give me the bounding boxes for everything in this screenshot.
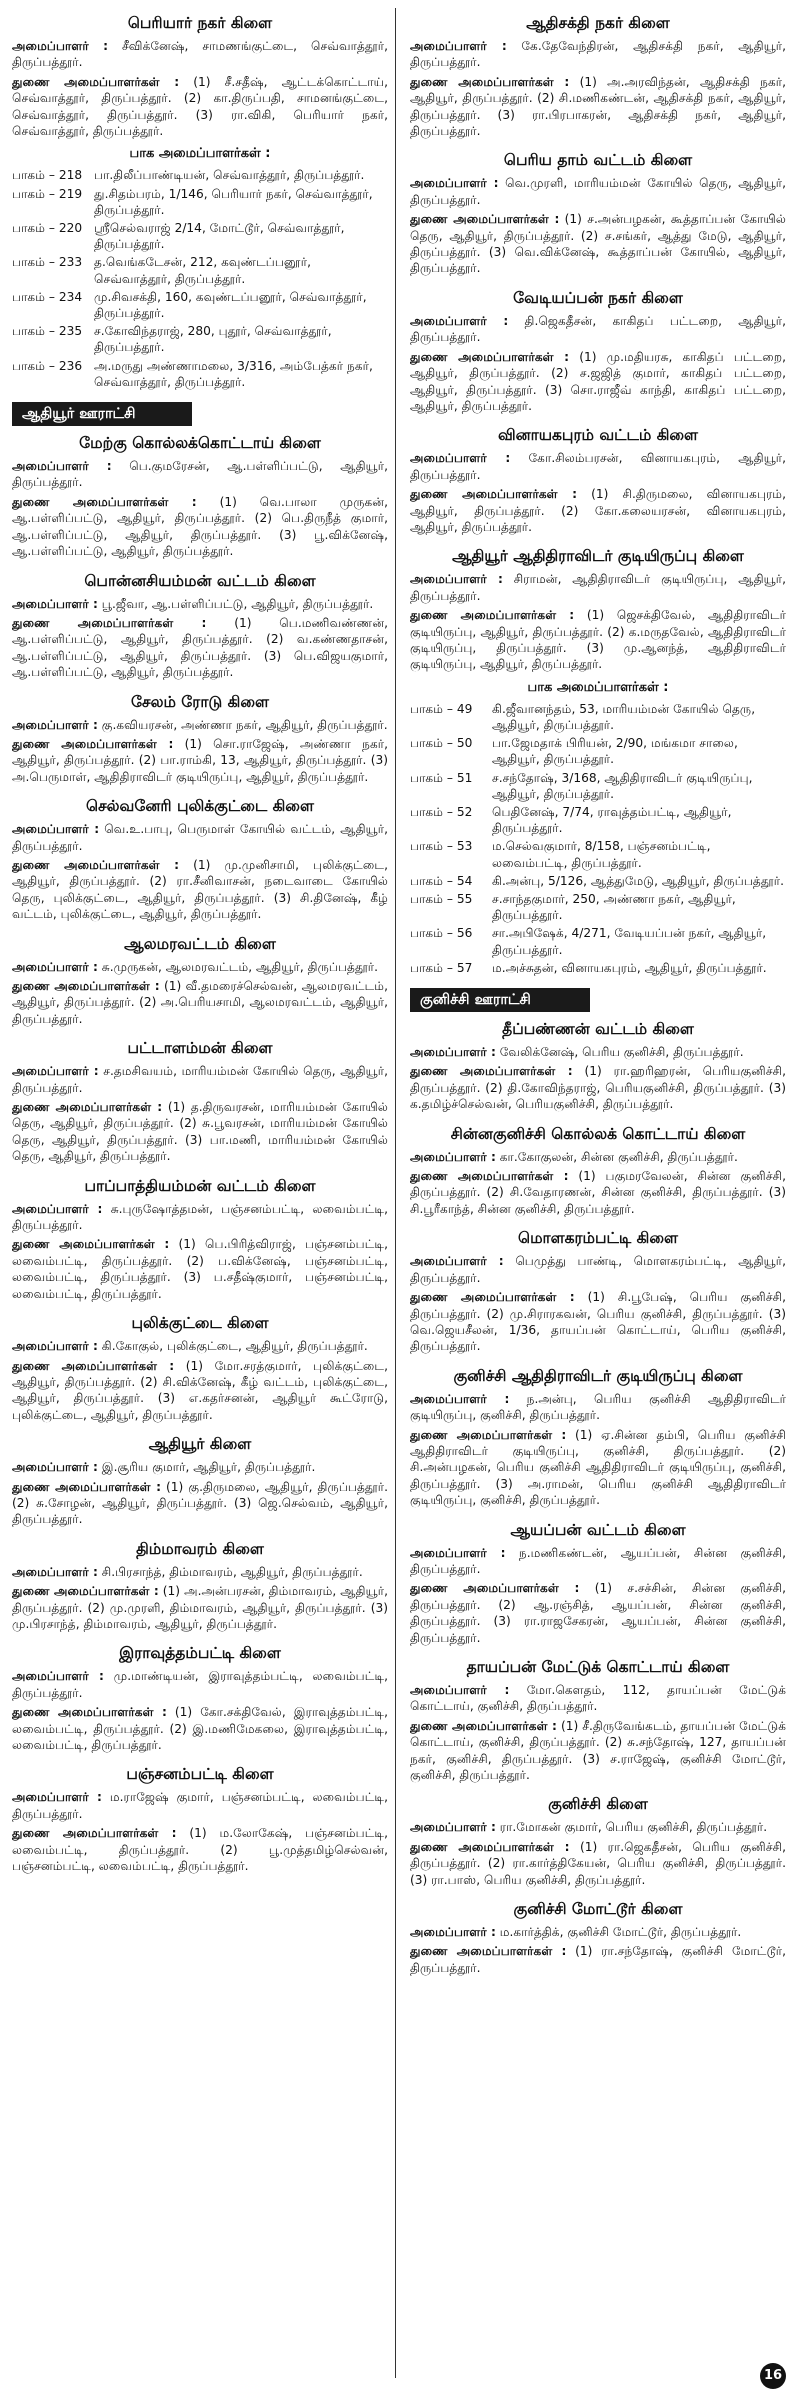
deputies-label: துணை அமைப்பாளர்கள் : — [410, 1290, 575, 1305]
part-number — [410, 925, 492, 957]
branch-section — [12, 1540, 388, 1633]
secretary-entry — [12, 596, 388, 612]
deputies-text: (1) ரா.சந்தோஷ், குனிச்சி மோட்டூர், திருப்பத்தூர். — [410, 1944, 786, 1975]
secretary-text: கோ.சிலம்பரசன், வினாயகபுரம், ஆதியூர், திருப்பத்தூர். — [410, 451, 786, 482]
secretary-entry — [410, 1682, 786, 1715]
secretary-text: பெமுத்து பாண்டி, மொளகரம்பட்டி, ஆதியூர், திருப்பத்தூர். — [410, 1254, 786, 1285]
part-prefix: பாகம் – — [410, 839, 454, 854]
branch-title: புலிக்குட்டை கிளை — [131, 1314, 269, 1333]
branch-section — [12, 693, 388, 786]
deputies-entry — [12, 494, 388, 560]
branch-section — [410, 1658, 786, 1783]
secretary-label: அமைப்பாளர் : — [12, 1460, 98, 1475]
part-number — [410, 770, 492, 802]
deputies-text: (1) பகுமரவேலன், சின்ன குனிச்சி, திருப்பத்தூர். (2) சி.வேதாரணன், சின்ன குனிச்சி, திருப்பத்தூர். (3) சி.பூரீகாந்த், சின்ன குனிச்சி, திருப்பத்தூர். — [410, 1169, 786, 1216]
branch-section — [410, 1900, 786, 1976]
deputies-entry — [12, 1704, 388, 1753]
part-secretaries-heading: பாக அமைப்பாளர்கள் : — [527, 679, 669, 695]
part-row — [410, 735, 786, 767]
branch-title: பாப்பாத்தியம்மன் வட்டம் கிளை — [84, 1176, 316, 1195]
branch-title: பொன்னசியம்மன் வட்டம் கிளை — [84, 571, 316, 590]
secretary-label: அமைப்பாளர் : — [12, 1564, 98, 1579]
deputies-label: துணை அமைப்பாளர்கள் : — [410, 1581, 580, 1596]
deputies-label: துணை அமைப்பாளர்கள் : — [410, 1944, 567, 1959]
part-text: ஸ்ரீசெல்வராஜ் 2/14, மோட்டூர், செவ்வாத்தூர், திருப்பத்தூர். — [94, 221, 345, 252]
secretary-label: அமைப்பாளர் : — [410, 1254, 504, 1269]
secretary-text: சீவிக்னேஷ், சாமணங்குட்டை, செவ்வாத்தூர், திருப்பத்தூர். — [12, 39, 388, 70]
part-prefix: பாகம் – — [410, 770, 454, 785]
part-prefix: பாகம் – — [12, 186, 56, 201]
part-number-value: 52 — [456, 805, 473, 819]
deputies-label: துணை அமைப்பாளர்கள் : — [12, 1358, 175, 1373]
branch-title: குனிச்சி மோட்டூர் கிளை — [513, 1900, 683, 1919]
secretary-text: பெ.குமரேசன், ஆ.பள்ளிப்பட்டு, ஆதியூர், திருப்பத்தூர். — [12, 459, 388, 490]
part-text: பெதினேஷ், 7/74, ராவுத்தம்பட்டி, ஆதியூர், திருப்பத்தூர். — [492, 805, 732, 836]
part-text: ச.சந்தோஷ், 3/168, ஆதிதிராவிடர் குடியிருப்பு, ஆதியூர், திருப்பத்தூர். — [492, 770, 753, 801]
secretary-text: ந.மணிகண்டன், ஆயப்பன், சின்ன குனிச்சி, திருப்பத்தூர். — [410, 1545, 786, 1576]
branch-section — [410, 1229, 786, 1354]
part-prefix: பாகம் – — [12, 168, 56, 183]
secretary-label: அமைப்பாளர் : — [12, 717, 98, 732]
secretary-label: அமைப்பாளர் : — [12, 959, 98, 974]
secretary-label: அமைப்பாளர் : — [410, 1391, 510, 1406]
deputies-label: துணை அமைப்பாளர்கள் : — [12, 857, 180, 872]
deputies-label: துணை அமைப்பாளர்கள் : — [12, 1705, 167, 1720]
branch-section — [12, 572, 388, 681]
deputies-entry — [410, 486, 786, 535]
deputies-text: (1) மு.மதியரசு, காகிதப் பட்டறை, ஆதியூர், திருப்பத்தூர். (2) ச.ஜஜித் குமார், காகிதப் பட்டறை, ஆதியூர், திருப்பத்தூர். (3) சொ.ராஜீவ் காந்தி, காகிதப் பட்டறை, ஆதியூர், திருப்பத்தூர். — [410, 349, 786, 413]
part-number-value: 57 — [456, 960, 473, 975]
branch-title: தீப்பண்ணன் வட்டம் கிளை — [502, 1020, 694, 1039]
deputies-text: (1) சீ.திருவேங்கடம், தாயப்பன் மேட்டுக் கொட்டாய், குனிச்சி, திருப்பத்தூர். (2) சு.சந்தோஷ், 127, தாயப்பன் நகர், குனிச்சி, திருப்பத்தூர். (3) ச.ராஜேஷ், குனிச்சி மோட்டூர், குனிச்சி, திருப்பத்தூர். — [410, 1718, 786, 1783]
branch-title: தாயப்பன் மேட்டுக் கொட்டாய் கிளை — [466, 1658, 730, 1676]
part-prefix: பாகம் – — [410, 736, 454, 751]
secretary-entry — [410, 1391, 786, 1424]
deputies-entry — [12, 1825, 388, 1874]
secretary-entry — [12, 717, 388, 733]
secretary-text: கா.கோகுலன், சின்ன குனிச்சி, திருப்பத்தூர். — [499, 1149, 738, 1164]
branch-section — [410, 1795, 786, 1888]
part-row — [410, 891, 786, 923]
secretary-text: மோ.கௌதம், 112, தாயப்பன் மேட்டுக் கொட்டாய், குனிச்சி, திருப்பத்தூர். — [410, 1683, 786, 1714]
part-number — [12, 254, 94, 286]
deputies-entry — [12, 1236, 388, 1302]
part-number-value: 233 — [58, 255, 83, 270]
part-number — [410, 701, 492, 733]
deputies-text: (1) அ.அரவிந்தன், ஆதிசக்தி நகர், ஆதியூர், திருப்பத்தூர். (2) சி.மணிகண்டன், ஆதிசக்தி நகர், ஆதியூர், திருப்பத்தூர். (3) ரா.பிரபாகரன், ஆதிசக்தி நகர், ஆதியூர், திருப்பத்தூர். — [410, 74, 786, 139]
deputies-label: துணை அமைப்பாளர்கள் : — [12, 1100, 163, 1115]
secretary-text: தி.ஜெகதீசன், காகிதப் பட்டறை, ஆதியூர், திருப்பத்தூர். — [410, 313, 786, 345]
deputies-entry — [410, 607, 786, 673]
branch-title: குனிச்சி ஆதிதிராவிடர் குடியிருப்பு கிளை — [453, 1366, 743, 1385]
part-number-value: 54 — [456, 873, 473, 888]
part-row — [410, 770, 786, 802]
part-prefix: பாகம் – — [12, 255, 56, 270]
part-prefix: பாகம் – — [410, 873, 454, 888]
branch-section — [410, 1521, 786, 1646]
branch-title: பெரியார் நகர் கிளை — [127, 14, 273, 32]
part-prefix: பாகம் – — [12, 358, 56, 373]
secretary-entry — [12, 959, 388, 975]
part-secretaries-heading: பாக அமைப்பாளர்கள் : — [129, 146, 271, 162]
panchayat-banner: ஆதியூர் ஊராட்சி — [12, 402, 192, 426]
deputies-text: (1) ஜெசக்திவேல், ஆதிதிராவிடர் குடியிருப்பு, ஆதியூர், திருப்பத்தூர். (2) க.மருதவேல், ஆதிதிராவிடர் குடியிருப்பு, திருப்பத்தூர். (3) மு.ஆனந்த், ஆதிதிராவிடர் குடியிருப்பு, ஆதியூர், திருப்பத்தூர். — [410, 608, 786, 672]
branch-title: இராவுத்தம்பட்டி கிளை — [119, 1644, 281, 1663]
deputies-text: (1) பெ.மணிவண்ணன், ஆ.பள்ளிப்பட்டு, ஆதியூர், திருப்பத்தூர். (2) வ.கண்ணதாசன், ஆ.பள்ளிப்பட்டு, ஆதியூர், திருப்பத்தூர். (3) பெ.விஜயகுமார், ஆ.பள்ளிப்பட்டு, ஆதியூர், திருப்பத்தூர். — [12, 615, 388, 680]
secretary-entry — [410, 1545, 786, 1578]
part-row — [12, 254, 388, 286]
part-number-value: 55 — [456, 892, 473, 907]
branch-section — [12, 797, 388, 922]
secretary-label: அமைப்பாளர் : — [410, 572, 503, 587]
deputies-entry — [410, 211, 786, 277]
part-number — [12, 186, 94, 218]
secretary-entry — [12, 1564, 388, 1580]
secretary-label: அமைப்பாளர் : — [12, 1064, 99, 1079]
deputies-label: துணை அமைப்பாளர்கள் : — [12, 494, 197, 509]
part-number — [410, 735, 492, 767]
part-prefix: பாகம் – — [410, 805, 454, 819]
secretary-label: அமைப்பாளர் : — [410, 176, 499, 191]
part-number-value: 220 — [58, 221, 83, 236]
part-row — [12, 220, 388, 252]
deputies-text: (1) வீ.தமரைச்செல்வன், ஆலமரவட்டம், ஆதியூர், திருப்பத்தூர். (2) அ.பெரியசாமி, ஆலமரவட்டம், ஆதியூர், திருப்பத்தூர். — [12, 979, 388, 1026]
branch-title: திம்மாவரம் கிளை — [136, 1539, 264, 1558]
part-row — [410, 925, 786, 957]
deputies-entry — [410, 1580, 786, 1646]
secretary-text: வேலிக்னேஷ், பெரிய குனிச்சி, திருப்பத்தூர். — [499, 1045, 744, 1060]
part-number — [12, 358, 94, 390]
deputies-entry — [410, 1063, 786, 1112]
deputies-entry — [12, 74, 388, 140]
deputies-label: துணை அமைப்பாளர்கள் : — [12, 615, 207, 630]
branch-title: பெரிய தாம் வட்டம் கிளை — [503, 151, 693, 170]
part-row — [410, 838, 786, 870]
deputies-text: (1) ஏ.சின்ன தம்பி, பெரிய குனிச்சி ஆதிதிராவிடர் குடியிருப்பு, குனிச்சி, திருப்பத்தூர். (2) சி.அன்பழகன், பெரிய குனிச்சி ஆதிதிராவிடர் குடியிருப்பு, குனிச்சி, திருப்பத்தூர். (3) அ.ராமன், பெரிய குனிச்சி ஆதிதிராவிடர் குடியிருப்பு, குனிச்சி, திருப்பத்தூர். — [410, 1427, 786, 1508]
deputies-label: துணை அமைப்பாளர்கள் : — [12, 1479, 161, 1494]
secretary-entry — [410, 313, 786, 346]
part-text: பா.ஜேமதாக் பிரியன், 2/90, மங்கமா சாலை, ஆதியூர், திருப்பத்தூர். — [492, 736, 738, 767]
part-number-value: 56 — [456, 926, 473, 941]
secretary-text: ச.தமசிவயம், மாரியம்மன் கோயில் தெரு, ஆதியூர், திருப்பத்தூர். — [12, 1064, 388, 1095]
secretary-entry — [410, 175, 786, 208]
part-prefix: பாகம் – — [410, 926, 454, 941]
secretary-text: சு.முருகன், ஆலமரவட்டம், ஆதியூர், திருப்பத்தூர். — [101, 959, 379, 974]
deputies-label: துணை அமைப்பாளர்கள் : — [410, 1839, 570, 1854]
deputies-entry — [410, 349, 786, 415]
branch-title: சின்னகுனிச்சி கொல்லக் கொட்டாய் கிளை — [450, 1124, 746, 1143]
branch-title: ஆதியூர் கிளை — [148, 1435, 252, 1454]
deputies-label: துணை அமைப்பாளர்கள் : — [410, 74, 570, 89]
branch-section — [12, 1177, 388, 1302]
part-text: பா.திலீப்பாண்டியன், செவ்வாத்தூர், திருப்பத்தூர். — [94, 168, 365, 183]
deputies-entry — [12, 615, 388, 681]
secretary-label: அமைப்பாளர் : — [410, 1820, 496, 1835]
part-number-value: 53 — [456, 839, 473, 854]
branch-section — [410, 151, 786, 276]
branch-section — [410, 1020, 786, 1113]
branch-section — [12, 1765, 388, 1874]
branch-title: ஆதியூர் ஆதிதிராவிடர் குடியிருப்பு கிளை — [452, 547, 744, 566]
branch-section — [12, 1314, 388, 1423]
secretary-label: அமைப்பாளர் : — [12, 1201, 103, 1216]
secretary-entry — [410, 1044, 786, 1060]
deputies-entry — [410, 1168, 786, 1217]
deputies-text: (1) மு.முனிசாமி, புலிக்குட்டை, ஆதியூர், திருப்பத்தூர். (2) ரா.சீனிவாசன், நடைவாடை கோயில் தெரு, புலிக்குட்டை, ஆதியூர், திருப்பத்தூர். (3) சி.தினேஷ், கீழ் வட்டம், புலிக்குட்டை, ஆதியூர், திருப்பத்தூர். — [12, 857, 388, 922]
branch-title: குனிச்சி கிளை — [548, 1795, 648, 1814]
secretary-text: மு.மாண்டியன், இராவுத்தம்பட்டி, லவைம்பட்டி, திருப்பத்தூர். — [12, 1669, 388, 1700]
secretary-text: வெ.உ.பாபு, பெருமாள் கோயில் வட்டம், ஆதியூர், திருப்பத்தூர். — [12, 822, 388, 853]
branch-title: சேலம் ரோடு கிளை — [130, 692, 270, 711]
part-row — [12, 167, 388, 183]
deputies-text: (1) ரா.ஹரிஹரன், பெரியகுனிச்சி, திருப்பத்தூர். (2) தி.கோவிந்தராஜ், பெரியகுனிச்சி, திருப்பத்தூர். (3) க.தமிழ்ச்செல்வன், பெரியகுனிச்சி, திருப்பத்தூர். — [410, 1064, 786, 1112]
deputies-text: (1) ச.சச்சின், சின்ன குனிச்சி, திருப்பத்தூர். (2) ஆ.ரஞ்சித், ஆயப்பன், சின்ன குனிச்சி, திருப்பத்தூர். (3) ரா.ராஜசேகரன், ஆயப்பன், சின்ன குனிச்சி, திருப்பத்தூர். — [410, 1581, 786, 1645]
part-number — [12, 167, 94, 183]
part-text: ம.அச்சுதன், வினாயகபுரம், ஆதியூர், திருப்பத்தூர். — [492, 960, 767, 975]
secretary-text: கு.கவியரசன், அண்ணா நகர், ஆதியூர், திருப்பத்தூர். — [101, 717, 388, 732]
deputies-entry — [12, 857, 388, 923]
deputies-text: (1) ச.அன்பழகன், கூத்தாப்பன் கோயில் தெரு, ஆதியூர், திருப்பத்தூர். (2) ச.சங்கர், ஆத்து மேடு, ஆதியூர், திருப்பத்தூர். (3) வெ.விக்னேஷ், கூத்தாப்பன் கோயில், ஆதியூர், திருப்பத்தூர். — [410, 212, 786, 276]
secretary-label: அமைப்பாளர் : — [12, 1339, 98, 1354]
part-number — [410, 960, 492, 976]
deputies-entry — [410, 1718, 786, 1784]
branch-section — [12, 14, 388, 390]
part-number-value: 236 — [58, 358, 83, 373]
branch-section — [12, 935, 388, 1028]
secretary-entry — [410, 571, 786, 604]
part-text: து.சிதம்பரம், 1/146, பெரியார் நகர், செவ்வாத்தூர், திருப்பத்தூர். — [94, 186, 373, 217]
secretary-entry — [12, 38, 388, 71]
deputies-text: (1) வெ.பாலா முருகன், ஆ.பள்ளிப்பட்டு, ஆதியூர், திருப்பத்தூர். (2) பெ.திருநீத் குமார், ஆ.பள்ளிப்பட்டு, ஆதியூர், திருப்பத்தூர். (3) பூ.விக்னேஷ், ஆ.பள்ளிப்பட்டு, ஆதியூர், திருப்பத்தூர். — [12, 494, 388, 559]
deputies-label: துணை அமைப்பாளர்கள் : — [410, 487, 577, 502]
part-prefix: பாகம் – — [12, 324, 56, 339]
secretary-label: அமைப்பாளர் : — [410, 39, 507, 53]
branch-title: பட்டாளம்மன் கிளை — [127, 1039, 273, 1058]
deputies-entry — [410, 74, 786, 140]
deputies-entry — [410, 1839, 786, 1888]
secretary-label: அமைப்பாளர் : — [12, 596, 98, 611]
secretary-entry — [12, 1789, 388, 1822]
deputies-text: (1) சொ.ராஜேஷ், அண்ணா நகர், ஆதியூர், திருப்பத்தூர். (2) பா.ராம்கி, 13, ஆதியூர், திருப்பத்தூர். (3) அ.பெருமாள், ஆதிதிராவிடர் குடியிருப்பு, ஆதியூர், திருப்பத்தூர். — [12, 736, 388, 784]
deputies-label: துணை அமைப்பாளர்கள் : — [12, 1826, 177, 1841]
branch-title: பஞ்சனம்பட்டி கிளை — [126, 1765, 274, 1784]
deputies-text: (1) ரா.ஜெகதீசன், பெரிய குனிச்சி, திருப்பத்தூர். (2) ரா.கார்த்திகேயன், பெரிய குனிச்சி, திருப்பத்தூர். (3) ரா.பாஸ், பெரிய குனிச்சி, திருப்பத்தூர். — [410, 1839, 786, 1887]
secretary-entry — [410, 1253, 786, 1286]
part-prefix: பாகம் – — [410, 892, 454, 907]
deputies-entry — [12, 1479, 388, 1528]
deputies-text: (1) சீ.சதீஷ், ஆட்டக்கொட்டாய், செவ்வாத்தூர், திருப்பத்தூர். (2) கா.திருப்பதி, சாமனங்குட்டை, செவ்வாத்தூர், திருப்பத்தூர். (3) ரா.விகி, பெரியார் நகர், செவ்வாத்தூர், திருப்பத்தூர். — [12, 74, 388, 139]
part-number — [410, 804, 492, 836]
part-number-value: 234 — [58, 289, 83, 304]
part-row — [410, 701, 786, 733]
branch-title: மேற்கு கொல்லக்கொட்டாய் கிளை — [79, 434, 321, 453]
deputies-label: துணை அமைப்பாளர்கள் : — [410, 349, 570, 364]
page-number: 16 — [760, 2363, 786, 2389]
part-text: ம.செல்வகுமார், 8/158, பஞ்சனம்பட்டி, லவைம்பட்டி, திருப்பத்தூர். — [492, 839, 711, 870]
part-text: சா.அபிஷேக், 4/271, வேடியப்பன் நகர், ஆதியூர், திருப்பத்தூர். — [492, 926, 767, 957]
deputies-label: துணை அமைப்பாளர்கள் : — [12, 74, 180, 89]
secretary-text: பூ.ஜீவா, ஆ.பள்ளிப்பட்டு, ஆதியூர், திருப்பத்தூர். — [101, 596, 374, 611]
branch-section — [12, 1039, 388, 1164]
secretary-entry — [12, 821, 388, 854]
deputies-label: துணை அமைப்பாளர்கள் : — [410, 608, 575, 623]
secretary-text: வெ.முரளி, மாரியம்மன் கோயில் தெரு, ஆதியூர், திருப்பத்தூர். — [410, 176, 786, 207]
part-number — [410, 873, 492, 889]
deputies-label: துணை அமைப்பாளர்கள் : — [12, 736, 174, 751]
secretary-entry — [12, 1668, 388, 1701]
secretary-label: அமைப்பாளர் : — [410, 313, 509, 328]
part-text: ச.கோவிந்தராஜ், 280, புதூர், செவ்வாத்தூர், திருப்பத்தூர். — [94, 324, 332, 355]
part-text: த.வெங்கடேசன், 212, கவுண்டப்பனூர், செவ்வாத்தூர், திருப்பத்தூர். — [94, 255, 311, 286]
secretary-label: அமைப்பாளர் : — [410, 451, 511, 466]
part-prefix: பாகம் – — [410, 701, 454, 716]
branch-title: ஆயப்பன் வட்டம் கிளை — [510, 1520, 686, 1539]
branch-title: வேடியப்பன் நகர் கிளை — [513, 288, 683, 307]
part-number — [410, 838, 492, 870]
right-column — [410, 8, 786, 2368]
deputies-entry — [12, 1583, 388, 1632]
deputies-label: துணை அமைப்பாளர்கள் : — [410, 1427, 567, 1442]
part-number-value: 51 — [456, 770, 473, 785]
part-text: மு.சிவசக்தி, 160, கவுண்டப்பனூர், செவ்வாத்தூர், திருப்பத்தூர். — [94, 289, 367, 321]
secretary-entry — [410, 450, 786, 483]
deputies-text: (1) மோ.சரத்குமார், புலிக்குட்டை, ஆதியூர், திருப்பத்தூர். (2) சி.விக்னேஷ், கீழ் வட்டம், புலிக்குட்டை, ஆதியூர், திருப்பத்தூர். (3) எ.கதர்சனன், ஆதியூர் கூட்ரோடு, புலிக்குட்டை, ஆதியூர், திருப்பத்தூர். — [12, 1358, 388, 1422]
branch-section — [410, 289, 786, 414]
part-row — [12, 186, 388, 218]
part-prefix: பாகம் – — [12, 221, 56, 236]
secretary-label: அமைப்பாளர் : — [12, 1669, 104, 1684]
secretary-label: அமைப்பாளர் : — [12, 459, 112, 474]
column-divider — [395, 8, 396, 2378]
part-number-value: 50 — [456, 736, 473, 751]
deputies-label: துணை அமைப்பாளர்கள் : — [410, 1718, 557, 1733]
deputies-label: துணை அமைப்பாளர்கள் : — [12, 1237, 170, 1252]
part-row — [12, 289, 388, 321]
secretary-label: அமைப்பாளர் : — [410, 1545, 506, 1560]
deputies-entry — [410, 1289, 786, 1355]
branch-section — [410, 1125, 786, 1218]
deputies-text: (1) அ.அன்பரசன், திம்மாவரம், ஆதியூர், திருப்பத்தூர். (2) மு.முரளி, திம்மாவரம், ஆதியூர், திருப்பத்தூர். (3) மு.பிரசாந்த், திம்மாவரம், ஆதியூர், திருப்பத்தூர். — [12, 1584, 388, 1631]
deputies-entry — [410, 1943, 786, 1976]
part-prefix: பாகம் – — [410, 960, 454, 975]
part-number — [12, 289, 94, 321]
secretary-label: அமைப்பாளர் : — [12, 1790, 102, 1805]
part-prefix: பாகம் – — [12, 289, 56, 304]
deputies-label: துணை அமைப்பாளர்கள் : — [410, 1064, 573, 1079]
secretary-text: சிராமன், ஆதிதிராவிடர் குடியிருப்பு, ஆதியூர், திருப்பத்தூர். — [410, 572, 786, 603]
deputies-text: (1) கு.திருமலை, ஆதியூர், திருப்பத்தூர். (2) சு.சோழன், ஆதியூர், திருப்பத்தூர். (3) ஜெ.செல்வம், ஆதியூர், திருப்பத்தூர். — [12, 1479, 388, 1527]
secretary-entry — [410, 38, 786, 71]
branch-title: வினாயகபுரம் வட்டம் கிளை — [497, 426, 699, 445]
secretary-entry — [410, 1149, 786, 1165]
part-text: கி.அன்பு, 5/126, ஆத்துமேடு, ஆதியூர், திருப்பத்தூர். — [492, 873, 784, 888]
deputies-text: (1) கோ.சக்திவேல், இராவுத்தம்பட்டி, லவைம்பட்டி, திருப்பத்தூர். (2) இ.மணிமேகலை, இராவுத்தம்பட்டி, லவைம்பட்டி, திருப்பத்தூர். — [12, 1705, 388, 1753]
part-number — [12, 220, 94, 252]
deputies-entry — [12, 1099, 388, 1165]
left-column — [12, 8, 388, 2368]
secretary-text: ந.அன்பு, பெரிய குனிச்சி ஆதிதிராவிடர் குடியிருப்பு, குனிச்சி, திருப்பத்தூர். — [410, 1391, 786, 1423]
branch-title: ஆதிசக்தி நகர் கிளை — [526, 14, 670, 32]
part-text: ச.சாந்தகுமார், 250, அண்ணா நகர், ஆதியூர், திருப்பத்தூர். — [492, 892, 736, 923]
secretary-entry — [12, 1063, 388, 1096]
deputies-entry — [12, 1358, 388, 1424]
secretary-label: அமைப்பாளர் : — [12, 39, 108, 53]
secretary-entry — [410, 1924, 786, 1940]
deputies-text: (1) த.திருவரசன், மாரியம்மன் கோயில் தெரு, ஆதியூர், திருப்பத்தூர். (2) சு.பூவரசன், மாரியம்மன் கோயில் தெரு, ஆதியூர், திருப்பத்தூர். (3) பா.மணி, மாரியம்மன் கோயில் தெரு, ஆதியூர், திருப்பத்தூர். — [12, 1100, 388, 1164]
part-row — [410, 873, 786, 889]
panchayat-banner: குனிச்சி ஊராட்சி — [410, 988, 590, 1012]
secretary-text: சி.பிரசாந்த், திம்மாவரம், ஆதியூர், திருப்பத்தூர். — [101, 1564, 363, 1579]
secretary-text: ம.ராஜேஷ் குமார், பஞ்சனம்பட்டி, லவைம்பட்டி, திருப்பத்தூர். — [12, 1790, 388, 1821]
part-number-value: 49 — [456, 701, 473, 716]
part-text: அ.மருது அண்ணாமலை, 3/316, அம்பேத்கர் நகர், செவ்வாத்தூர், திருப்பத்தூர். — [94, 358, 373, 389]
part-text: கி.ஜீவானந்தம், 53, மாரியம்மன் கோயில் தெரு, ஆதியூர், திருப்பத்தூர். — [492, 701, 756, 732]
part-row — [12, 358, 388, 390]
deputies-label: துணை அமைப்பாளர்கள் : — [12, 979, 160, 994]
deputies-entry — [12, 978, 388, 1027]
deputies-label: துணை அமைப்பாளர்கள் : — [12, 1584, 159, 1599]
secretary-label: அமைப்பாளர் : — [410, 1149, 496, 1164]
secretary-label: அமைப்பாளர் : — [410, 1925, 496, 1940]
deputies-text: (1) சி.திருமலை, வினாயகபுரம், ஆதியூர், திருப்பத்தூர். (2) கோ.கலையரசன், வினாயகபுரம், ஆதியூர், திருப்பத்தூர். — [410, 487, 786, 534]
branch-section — [410, 547, 786, 976]
secretary-label: அமைப்பாளர் : — [410, 1045, 496, 1060]
secretary-text: இ.சூரிய குமார், ஆதியூர், திருப்பத்தூர். — [101, 1460, 316, 1475]
branch-section — [12, 1644, 388, 1753]
part-number-value: 218 — [58, 168, 83, 183]
branch-section — [12, 1435, 388, 1528]
deputies-entry — [12, 736, 388, 785]
part-row — [410, 804, 786, 836]
branch-section — [410, 426, 786, 535]
secretary-text: ரா.மோகன் குமார், பெரிய குனிச்சி, திருப்பத்தூர். — [499, 1820, 768, 1835]
branch-title: செல்வனேரி புலிக்குட்டை கிளை — [86, 797, 314, 816]
secretary-text: கே.தேவேந்திரன், ஆதிசக்தி நகர், ஆதியூர், திருப்பத்தூர். — [410, 39, 786, 70]
deputies-text: (1) ம.லோகேஷ், பஞ்சனம்பட்டி, லவைம்பட்டி, திருப்பத்தூர். (2) பூ.முத்தமிழ்செல்வன், பஞ்சனம்பட்டி, லவைம்பட்டி, திருப்பத்தூர். — [12, 1826, 388, 1874]
secretary-label: அமைப்பாளர் : — [12, 822, 100, 837]
deputies-label: துணை அமைப்பாளர்கள் : — [410, 212, 560, 227]
secretary-text: ம.கார்த்திக், குனிச்சி மோட்டூர், திருப்பத்தூர். — [499, 1925, 742, 1940]
deputies-text: (1) பெ.பிரித்விராஜ், பஞ்சனம்பட்டி, லவைம்பட்டி, திருப்பத்தூர். (2) ப.விக்னேஷ், பஞ்சனம்பட்டி, லவைம்பட்டி, திருப்பத்தூர். (3) ப.சதீஷ்குமார், பஞ்சனம்பட்டி, லவைம்பட்டி, திருப்பத்தூர். — [12, 1237, 388, 1301]
branch-section — [410, 1367, 786, 1509]
secretary-text: சு.புருஷோத்தமன், பஞ்சனம்பட்டி, லவைம்பட்டி, திருப்பத்தூர். — [12, 1201, 388, 1233]
secretary-entry — [12, 1338, 388, 1354]
secretary-label: அமைப்பாளர் : — [410, 1683, 510, 1697]
branch-section — [12, 434, 388, 559]
secretary-entry — [12, 1459, 388, 1475]
deputies-text: (1) சி.பூபேஷ், பெரிய குனிச்சி, திருப்பத்தூர். (2) மு.சிராரகவன், பெரிய குனிச்சி, திருப்பத்தூர். (3) வெ.ஜெயசீலன், 1/36, தாயப்பன் கொட்டாய், பெரிய குனிச்சி, திருப்பத்தூர். — [410, 1290, 786, 1354]
deputies-entry — [410, 1427, 786, 1509]
part-row — [410, 960, 786, 976]
secretary-entry — [410, 1819, 786, 1835]
branch-section — [410, 14, 786, 139]
part-number — [410, 891, 492, 923]
deputies-label: துணை அமைப்பாளர்கள் : — [410, 1169, 569, 1184]
part-row — [12, 323, 388, 355]
part-number-value: 219 — [58, 186, 83, 201]
branch-title: ஆலமரவட்டம் கிளை — [124, 934, 276, 953]
secretary-entry — [12, 458, 388, 491]
branch-title: மொளகரம்பட்டி கிளை — [518, 1229, 678, 1248]
secretary-text: கி.கோகுல், புலிக்குட்டை, ஆதியூர், திருப்பத்தூர். — [101, 1339, 368, 1354]
part-number — [12, 323, 94, 355]
part-number-value: 235 — [58, 324, 83, 339]
secretary-entry — [12, 1201, 388, 1234]
